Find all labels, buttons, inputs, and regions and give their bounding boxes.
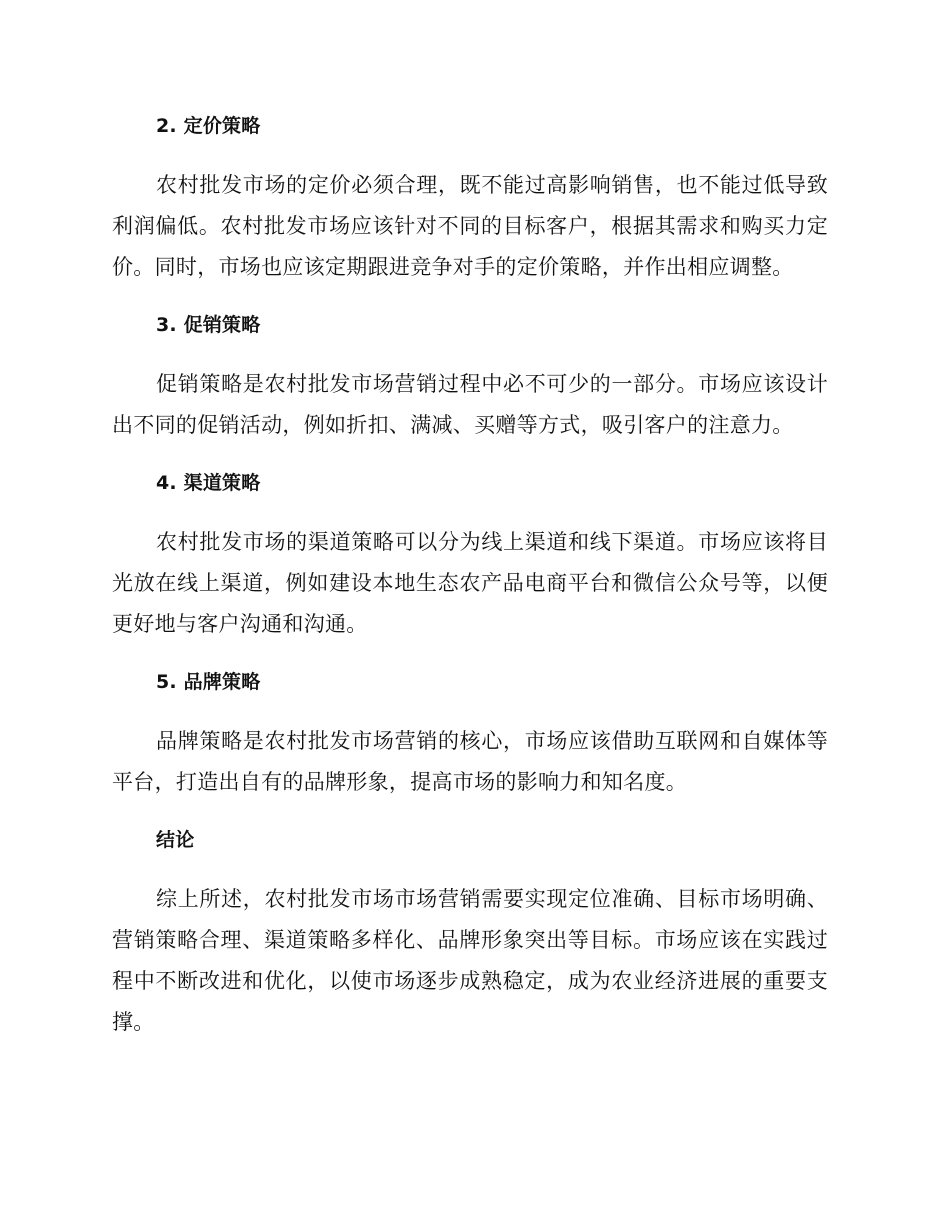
section-heading: 3. 促销策略 xyxy=(156,314,261,336)
section-paragraph: 综上所述，农村批发市场市场营销需要实现定位准确、目标市场明确、营销策略合理、渠道策略多样化、品牌形象突出等目标。市场应该在实践过程中不断改进和优化，以使市场逐步成熟稳定，成为农业经济进展的重要支撑。 xyxy=(112,887,828,1034)
section-paragraph: 农村批发市场的渠道策略可以分为线上渠道和线下渠道。市场应该将目光放在线上渠道，例如建设本地生态农产品电商平台和微信公众号等，以便更好地与客户沟通和沟通。 xyxy=(112,530,828,636)
section-paragraph: 促销策略是农村批发市场营销过程中必不可少的一部分。市场应该设计出不同的促销活动，例如折扣、满减、买赠等方式，吸引客户的注意力。 xyxy=(112,372,828,437)
document-page xyxy=(112,109,828,1063)
section-heading: 2. 定价策略 xyxy=(156,115,261,137)
section-paragraph: 品牌策略是农村批发市场营销的核心，市场应该借助互联网和自媒体等平台，打造出自有的品牌形象，提高市场的影响力和知名度。 xyxy=(112,729,828,794)
section-heading: 结论 xyxy=(156,829,195,851)
section-promotion-strategy xyxy=(112,308,828,446)
section-brand-strategy xyxy=(112,665,828,803)
section-heading: 5. 品牌策略 xyxy=(156,671,261,693)
section-pricing-strategy xyxy=(112,109,828,288)
section-heading: 4. 渠道策略 xyxy=(156,472,261,494)
section-conclusion xyxy=(112,823,828,1043)
section-channel-strategy xyxy=(112,466,828,645)
section-paragraph: 农村批发市场的定价必须合理，既不能过高影响销售，也不能过低导致利润偏低。农村批发市场应该针对不同的目标客户，根据其需求和购买力定价。同时，市场也应该定期跟进竞争对手的定价策略，并作出相应调整。 xyxy=(112,173,828,279)
